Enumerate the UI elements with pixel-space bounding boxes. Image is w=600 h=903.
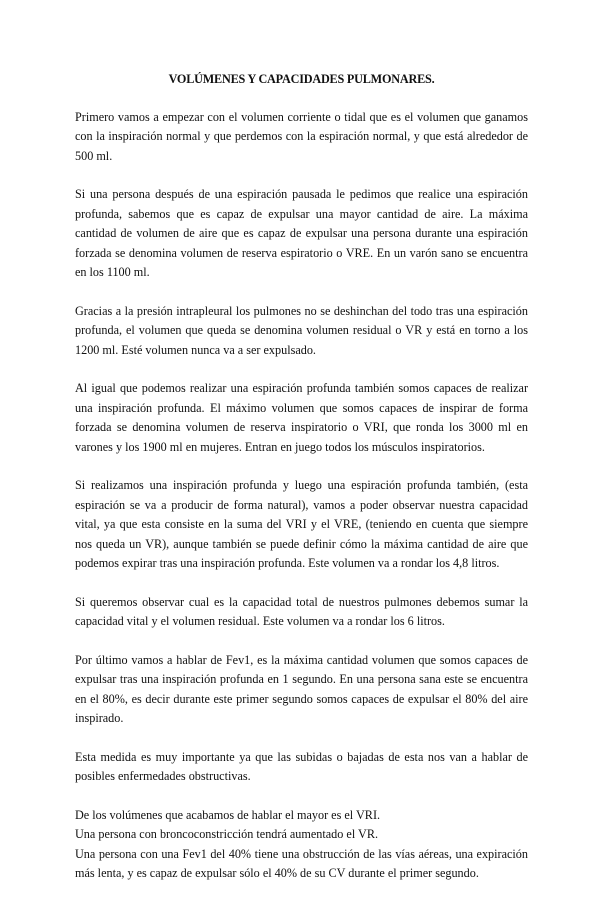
paragraph-obstructive-diseases: Esta medida es muy importante ya que las subidas o bajadas de esta nos van a hablar de posibles enfermedades obstructivas. xyxy=(75,749,528,783)
closing-line-fev1-obstruction: Una persona con una Fev1 del 40% tiene una obstrucción de las vías aéreas, una expiración más lenta, y es capaz de expulsar sólo el 40% de su CV durante el primer segundo. xyxy=(75,846,528,880)
paragraph-fev1: Por último vamos a hablar de Fev1, es la máxima cantidad volumen que somos capaces de expulsar tras una inspiración profunda en 1 segundo. En una persona sana este se encuentra en el 80%, es decir durante este primer segundo somos capaces de expulsar el 80% del aire inspirado. xyxy=(75,652,528,725)
paragraph-total-capacity: Si queremos observar cual es la capacidad total de nuestros pulmones debemos sumar la capacidad vital y el volumen residual. Este volumen va a rondar los 6 litros. xyxy=(75,594,528,628)
document-page xyxy=(75,60,528,903)
closing-line-bronchoconstriction: Una persona con broncoconstricción tendrá aumentado el VR. xyxy=(75,827,379,841)
paragraph-inspiratory-reserve: Al igual que podemos realizar una espiración profunda también somos capaces de realizar una inspiración profunda. El máximo volumen que somos capaces de inspirar de forma forzada se denomina volumen de reserva inspiratorio o VRI, que ronda los 3000 ml en varones y los 1900 ml en mujeres. Entran en juego todos los músculos inspiratorios. xyxy=(75,381,528,454)
closing-line-largest-volume: De los volúmenes que acabamos de hablar el mayor es el VRI. xyxy=(75,807,381,822)
closing-notes xyxy=(75,806,528,884)
paragraph-residual-volume: Gracias a la presión intrapleural los pulmones no se deshinchan del todo tras una espiración profunda, el volumen que queda se denomina volumen residual o VR y está en torno a los 1200 ml. Esté volumen nunca va a ser expulsado. xyxy=(75,303,528,357)
paragraph-vital-capacity: Si realizamos una inspiración profunda y luego una espiración profunda también, (esta espiración se va a producir de forma natural), vamos a poder observar nuestra capacidad vital, ya que esta consiste en la suma del VRI y el VRE, (teniendo en cuenta que siempre nos queda un VR), aunque también se puede definir cómo la máxima cantidad de aire que podemos expirar tras una inspiración profunda. Este volumen va a rondar los 4,8 litros. xyxy=(75,478,528,570)
paragraph-expiratory-reserve: Si una persona después de una espiración pausada le pedimos que realice una espiración profunda, sabemos que es capaz de expulsar una mayor cantidad de aire. La máxima cantidad de volumen de aire que es capaz de expulsar una persona durante una espiración forzada se denomina volumen de reserva espiratorio o VRE. En un varón sano se encuentra en los 1100 ml. xyxy=(75,187,528,279)
document-title: VOLÚMENES Y CAPACIDADES PULMONARES. xyxy=(168,72,435,86)
paragraph-tidal-volume: Primero vamos a empezar con el volumen corriente o tidal que es el volumen que ganamos con la inspiración normal y que perdemos con la espiración normal, y que está alrededor de 500 ml. xyxy=(75,109,528,163)
